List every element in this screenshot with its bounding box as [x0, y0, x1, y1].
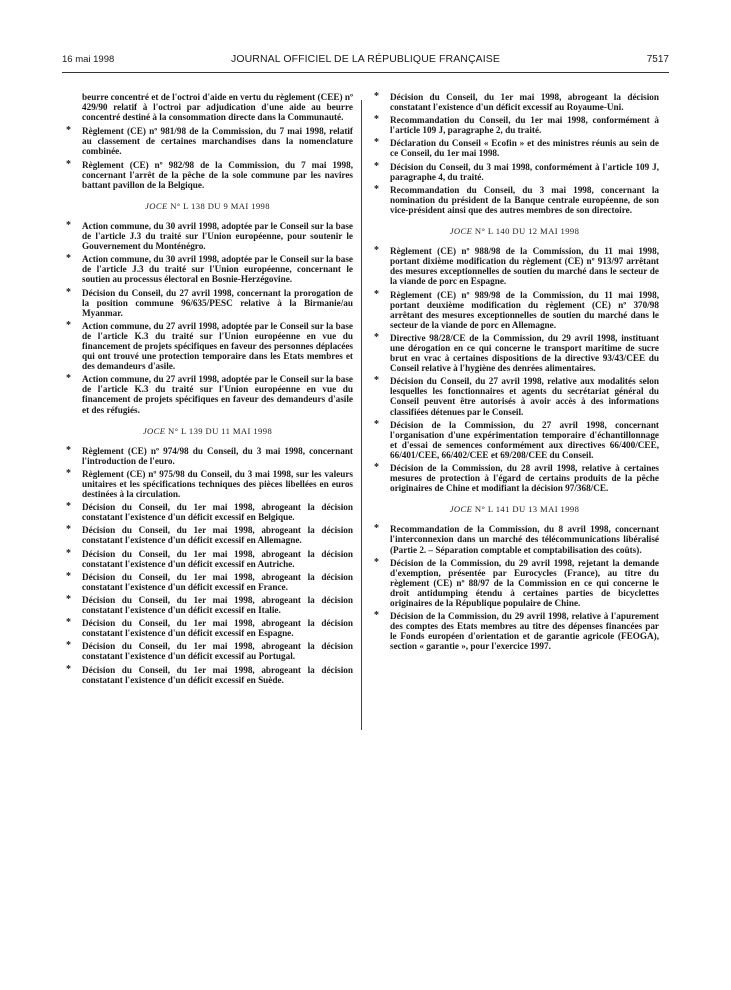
list-item-text: Recommandation du Conseil, du 1er mai 1998, conformément à l'article 109 J, paragraphe 2, du traité.: [390, 115, 659, 136]
list-item-text: Décision du Conseil, du 1er mai 1998, abrogeant la décision constatant l'existence d'un déficit excessif au Royaume-Uni.: [390, 92, 659, 113]
list-item-text: Action commune, du 30 avril 1998, adoptée par le Conseil sur la base de l'article J.3 du traité sur l'Union européenne, pour soutenir le Gouvernement du Monténégro.: [82, 220, 353, 252]
list-item-text: Règlement (CE) nº 988/98 de la Commission, du 11 mai 1998, portant dixième modification du règlement (CE) nº 913/97 arrêtant des mesures exceptionnelles de soutien du marché dans le secteur de la viande de porc en Espagne.: [390, 246, 659, 287]
list-item-text: Recommandation du Conseil, du 3 mai 1998, concernant la nomination du président de la Banque centrale européenne, de son vice-président ainsi que des autres membres de son directoire.: [390, 184, 659, 215]
asterisk-icon: *: [66, 663, 71, 675]
section-heading-prefix: JOCE: [145, 200, 168, 211]
column-divider: [361, 100, 362, 730]
list-item: [66, 158, 353, 190]
list-item-text: Action commune, du 27 avril 1998, adoptée par le Conseil sur la base de l'article K.3 du traité sur l'Union européenne en vue du financement de projets spécifiques en faveur des personnes déplacées qui ont trouvé une protection temporaire dans les Etats membres et des demandeurs d'asile.: [82, 320, 353, 372]
section-heading: [370, 226, 659, 236]
asterisk-icon: *: [374, 462, 379, 473]
list-item-text: Règlement (CE) nº 974/98 du Conseil, du 3 mai 1998, concernant l'introduction de l'euro.: [82, 445, 353, 466]
asterisk-icon: *: [374, 245, 379, 257]
asterisk-icon: *: [66, 547, 71, 559]
list-item: [66, 640, 353, 662]
section-heading: [62, 426, 353, 436]
list-item: [66, 547, 353, 569]
entry-list: [62, 221, 353, 415]
asterisk-icon: *: [66, 158, 71, 170]
list-item: [374, 331, 659, 374]
asterisk-icon: *: [374, 418, 379, 430]
header-journal-title: JOURNAL OFFICIEL DE LA RÉPUBLIQUE FRANÇAISE: [231, 53, 500, 65]
list-item-text: Déclaration du Conseil « Ecofin » et des ministres réunis au sein de ce Conseil, du 1er mai 1998.: [390, 138, 659, 159]
list-item: [66, 125, 353, 157]
list-item: [66, 663, 353, 685]
section-heading-text: N° L 140 DU 12 MAI 1998: [472, 226, 580, 237]
list-item-text: Décision du Conseil, du 1er mai 1998, abrogeant la décision constatant l'existence d'un déficit excessif en Autriche.: [82, 548, 353, 569]
asterisk-icon: *: [66, 444, 71, 456]
list-item-text: Décision du Conseil, du 1er mai 1998, abrogeant la décision constatant l'existence d'un déficit excessif en Espagne.: [82, 618, 353, 639]
list-item-text: Décision du Conseil, du 27 avril 1998, concernant la prorogation de la position commune 96/635/PESC relative à la Birmanie/au Myanmar.: [82, 287, 353, 318]
list-item-text: Décision de la Commission, du 29 avril 1998, rejetant la demande d'exemption, présentée par Eurocycles (France), au titre du règlement (CE) nº 88/97 de la Commission en ce qui concerne le droit antidumping étendu à certaines parties de bicyclettes originaires de la République populaire de Chine.: [390, 557, 659, 609]
asterisk-icon: *: [66, 467, 71, 479]
list-item: [66, 617, 353, 639]
section-heading-prefix: JOCE: [449, 226, 473, 237]
list-item: [66, 444, 353, 466]
list-item: [66, 524, 353, 546]
list-item-text: Règlement (CE) nº 981/98 de la Commission, du 7 mai 1998, relatif au classement de certaines marchandises dans la nomenclature combinée.: [82, 126, 353, 157]
list-item-text: Décision du Conseil, du 27 avril 1998, relative aux modalités selon lesquelles les fonctionnaires et agents du secrétariat général du Conseil peuvent être autorisés à avoir accès à des informations classifiées détenues par le Conseil.: [390, 376, 659, 417]
list-item: [374, 160, 659, 182]
list-item: [66, 593, 353, 616]
list-item: [374, 375, 659, 417]
asterisk-icon: *: [374, 91, 379, 102]
continued-paragraph: beurre concentré et de l'octroi d'aide en vertu du règlement (CEE) nº 429/90 relatif à l'octroi par adjudication d'une aide au beurre concentré destiné à la consommation directe dans la Communauté.: [82, 92, 353, 123]
list-item-text: Décision du Conseil, du 1er mai 1998, abrogeant la décision constatant l'existence d'un déficit excessif en France.: [82, 571, 353, 592]
asterisk-icon: *: [374, 375, 379, 387]
list-item-text: Décision du Conseil, du 1er mai 1998, abrogeant la décision constatant l'existence d'un déficit excessif en Allemagne.: [82, 525, 353, 546]
asterisk-icon: *: [374, 556, 379, 568]
list-item: [374, 137, 659, 159]
list-item-text: Règlement (CE) nº 975/98 du Conseil, du 3 mai 1998, sur les valeurs unitaires et les spécifications techniques des pièces libellées en euros destinées à la circulation.: [82, 468, 353, 500]
asterisk-icon: *: [374, 137, 379, 149]
asterisk-icon: *: [66, 319, 71, 331]
list-item: [374, 183, 659, 215]
asterisk-icon: *: [66, 286, 71, 298]
asterisk-icon: *: [66, 640, 71, 652]
list-item: [374, 523, 659, 555]
list-item: [66, 286, 353, 318]
list-item: [66, 467, 353, 500]
list-item: [374, 114, 659, 136]
asterisk-icon: *: [66, 253, 71, 265]
asterisk-icon: *: [374, 523, 379, 535]
list-item: [374, 418, 659, 460]
asterisk-icon: *: [66, 125, 71, 137]
asterisk-icon: *: [374, 160, 379, 172]
list-item: [374, 245, 659, 287]
list-item-text: Règlement (CE) nº 989/98 de la Commission, du 11 mai 1998, portant deuxième modification du règlement (CE) nº 370/98 arrêtant des mesures exceptionnelles de soutien du marché dans le secteur de la viande de porc en Allemagne.: [390, 289, 659, 330]
list-item-text: Directive 98/28/CE de la Commission, du 29 avril 1998, instituant une dérogation en ce qui concerne le transport maritime de sucre brut en vrac à certaines dispositions de la directive 93/43/CEE du Conseil relative à l'hygiène des denrées alimentaires.: [390, 332, 659, 374]
list-item: [374, 556, 659, 609]
list-item-text: Décision de la Commission, du 27 avril 1998, concernant l'organisation d'une expérimentation temporaire d'échantillonnage et d'essai de semences conformément aux directives 66/400/CEE, 66/401/CEE, 66/402/CEE et 69/208/CEE du Conseil.: [390, 419, 659, 460]
list-item: [374, 288, 659, 330]
asterisk-icon: *: [66, 570, 71, 582]
header-date: 16 mai 1998: [62, 54, 115, 65]
list-item: [66, 219, 353, 252]
section-heading-prefix: JOCE: [449, 504, 473, 515]
list-item-text: Décision de la Commission, du 28 avril 1998, relative à certaines mesures de protection à l'égard de certains produits de la pêche originaires de Chine et modifiant la décision 97/368/CE.: [390, 463, 659, 494]
asterisk-icon: *: [66, 501, 71, 513]
list-item-text: Recommandation de la Commission, du 8 avril 1998, concernant l'interconnexion dans un marché des télécommunications libéralisé (Partie 2. – Séparation comptable et comptabilisation des coûts).: [390, 524, 659, 555]
section-heading-text: N° L 141 DU 13 MAI 1998: [472, 504, 580, 515]
asterisk-icon: *: [66, 524, 71, 536]
entry-list: [370, 92, 659, 215]
list-item-text: Décision du Conseil, du 1er mai 1998, abrogeant la décision constatant l'existence d'un déficit excessif en Italie.: [82, 594, 353, 616]
asterisk-icon: *: [66, 219, 71, 231]
list-item-text: Décision du Conseil, du 1er mai 1998, abrogeant la décision constatant l'existence d'un déficit excessif en Suède.: [82, 664, 353, 685]
list-item: [374, 91, 659, 113]
header-rule: [62, 72, 669, 73]
section-heading-text: N° L 139 DU 11 MAI 1998: [165, 425, 273, 436]
list-item-text: Action commune, du 27 avril 1998, adoptée par le Conseil sur la base de l'article K.3 du traité sur l'Union européenne en vue du financement de projets spécifiques en faveur des demandeurs d'asile et des réfugiés.: [82, 374, 353, 415]
section-heading-prefix: JOCE: [142, 425, 166, 436]
left-column: [62, 92, 353, 688]
list-item: [66, 319, 353, 372]
list-item: [66, 570, 353, 592]
page-header: [62, 50, 669, 72]
list-item-text: Décision du Conseil, du 1er mai 1998, abrogeant la décision constatant l'existence d'un déficit excessif en Belgique.: [82, 502, 353, 523]
header-page-number: 7517: [646, 54, 669, 65]
asterisk-icon: *: [374, 288, 379, 300]
list-item-text: Règlement (CE) nº 982/98 de la Commission, du 7 mai 1998, concernant l'arrêt de la pêche de la sole commune par les navires battant pavillon de la Belgique.: [82, 159, 353, 190]
entry-list: [62, 126, 353, 190]
list-item: [66, 253, 353, 285]
entry-list: [62, 446, 353, 685]
list-item: [66, 373, 353, 415]
asterisk-icon: *: [66, 593, 71, 605]
asterisk-icon: *: [66, 373, 71, 385]
list-item-text: Décision du Conseil, du 1er mai 1998, abrogeant la décision constatant l'existence d'un déficit excessif au Portugal.: [82, 641, 353, 662]
entry-list: [370, 246, 659, 493]
asterisk-icon: *: [374, 183, 379, 195]
section-heading: [62, 201, 353, 211]
right-column: [370, 92, 659, 655]
asterisk-icon: *: [66, 617, 71, 629]
list-item: [374, 462, 659, 494]
section-heading-text: N° L 138 DU 9 MAI 1998: [167, 200, 270, 211]
list-item: [374, 610, 659, 652]
asterisk-icon: *: [374, 114, 379, 126]
section-heading: [370, 504, 659, 514]
entry-list: [370, 524, 659, 651]
list-item-text: Action commune, du 30 avril 1998, adoptée par le Conseil sur la base de l'article J.3 du traité sur l'Union européenne, concernant le soutien au processus électoral en Bosnie-Herzégovine.: [82, 254, 353, 285]
asterisk-icon: *: [374, 610, 379, 622]
asterisk-icon: *: [374, 331, 379, 343]
list-item-text: Décision du Conseil, du 3 mai 1998, conformément à l'article 109 J, paragraphe 4, du traité.: [390, 161, 659, 182]
list-item-text: Décision de la Commission, du 29 avril 1998, relative à l'apurement des comptes des Etats membres au titre des dépenses financées par le Fonds européen d'orientation et de garantie agricole (FEOGA), section « garantie », pour l'exercice 1997.: [390, 611, 659, 652]
list-item: [66, 501, 353, 523]
